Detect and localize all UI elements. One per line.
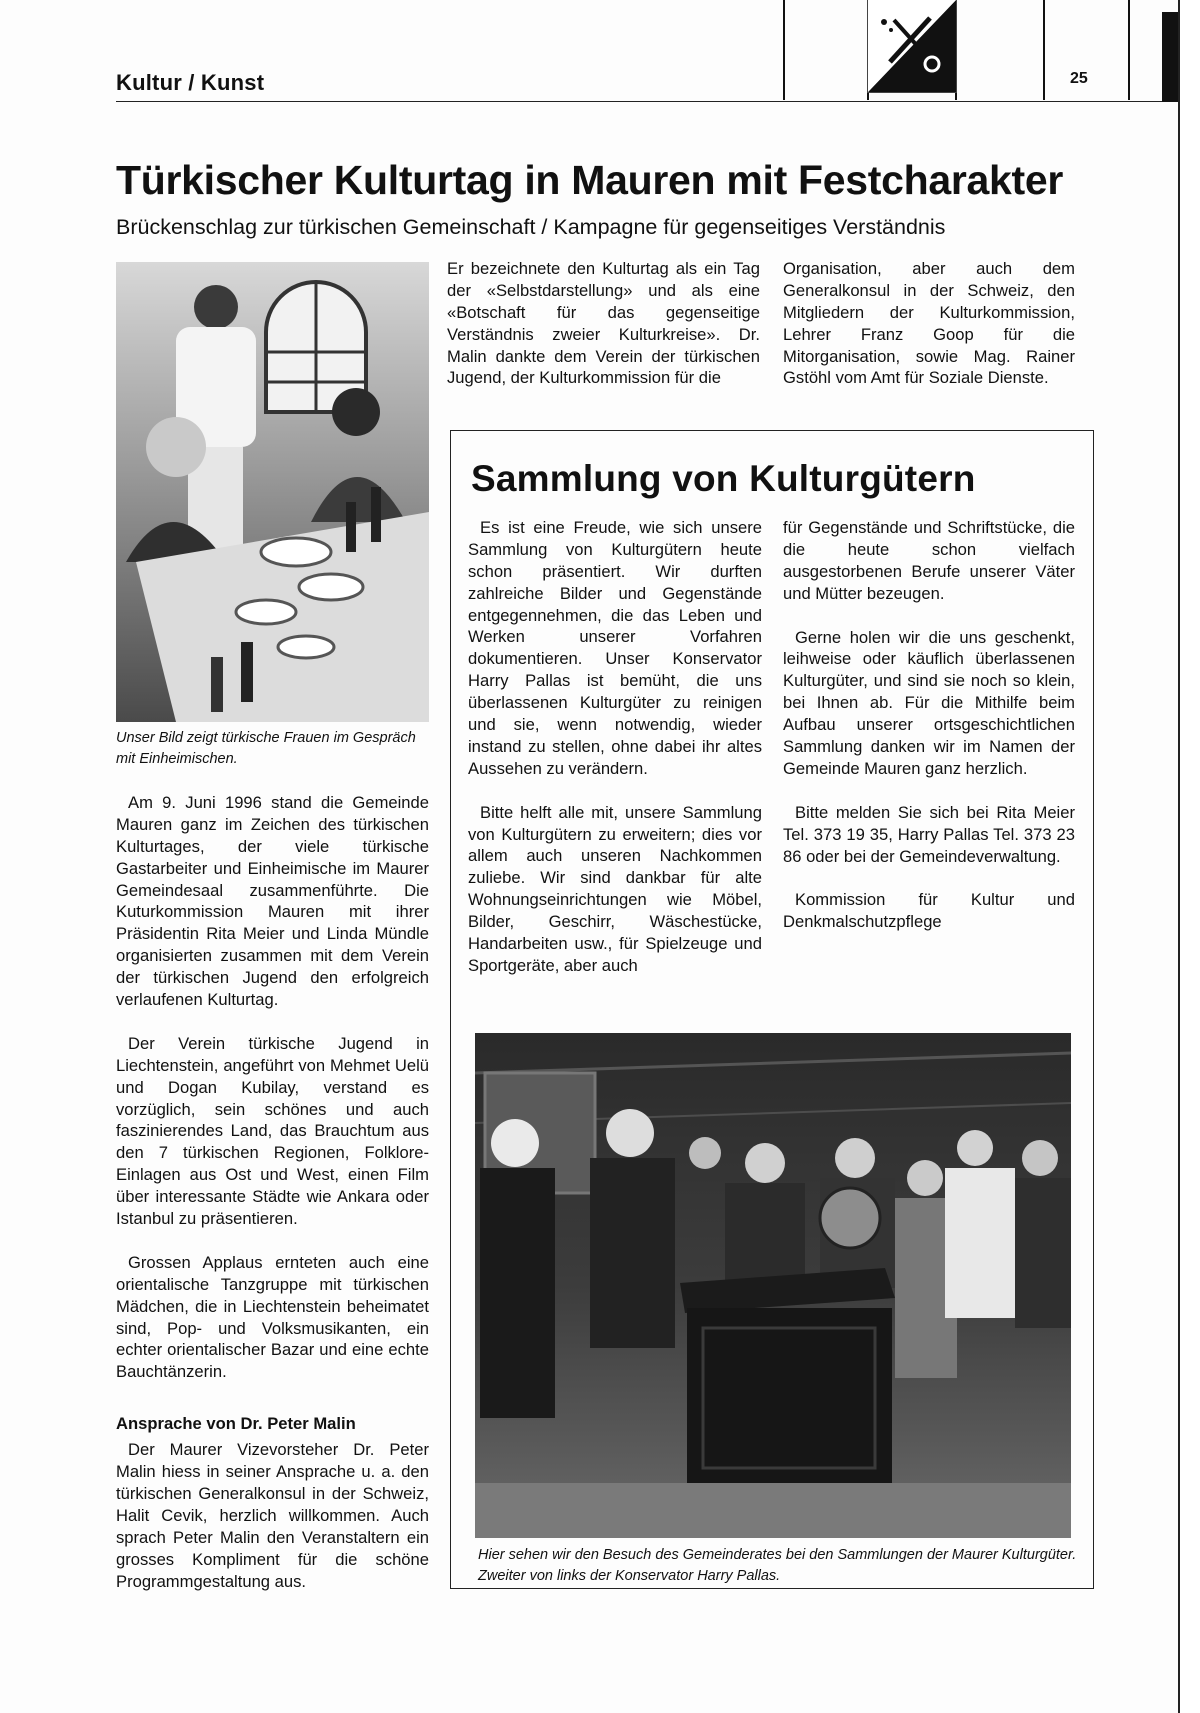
article-paragraph: Organisation, aber auch dem Generalkonsul in der Schweiz, den Mitgliedern der Kulturkommission, Lehrer Franz Goop für die Mitorganisation, sowie Mag. Rainer Gstöhl vom Amt für Soziale Dienste.: [783, 259, 1075, 388]
photo-council-visit: [475, 1033, 1071, 1538]
photo-turkish-women: [116, 262, 429, 722]
article-paragraph: Der Maurer Vizevorsteher Dr. Peter Malin hiess in seiner Ansprache u. a. den türkischen Generalkonsul in der Schweiz, Halit Cevik, herzlich willkommen. Auch sprach Peter Malin den Veranstaltern ein grosses Kompliment für die schöne Programmgestaltung aus.: [116, 1440, 429, 1591]
article-paragraph: Grossen Applaus ernteten auch eine orientalische Tanzgruppe mit türkischen Mädchen, die in Liechtenstein beheimatet sind, Pop- und Volksmusikanten, ein echter orientalischer Bazar und eine echte Bauchtänzerin.: [116, 1252, 429, 1382]
photo-caption-1: Unser Bild zeigt türkische Frauen im Gespräch mit Einheimischen.: [116, 730, 416, 768]
box-paragraph: Gerne holen wir die uns geschenkt, leihweise oder käuflich überlassenen Kulturgüter, und sind sie noch so klein, bei Ihnen ab. Für die Mithilfe beim Aufbau unserer ortsgeschichtlichen Sammlung danken wir im Namen der Gemeinde Mauren ganz herzlich.: [783, 627, 1075, 778]
box-signature: Kommission für Kultur und Denkmalschutzpflege: [783, 890, 1075, 932]
box-column-left: [468, 517, 762, 977]
article-subtitle: Brückenschlag zur türkischen Gemeinschaft / Kampagne für gegenseitiges Verständnis: [116, 215, 946, 239]
article-paragraph: Der Verein türkische Jugend in Liechtenstein, angeführt von Mehmet Uelü und Dogan Kubilay, verstand es vorzüglich, sein schönes und auch faszinierendes Land, das Brauchtum aus den 7 türkischen Regionen, Folklore-Einlagen aus Ost und West, einen Film über interessante Städte wie Ankara oder Istanbul zu präsentieren.: [116, 1033, 429, 1229]
page-number: 25: [1070, 70, 1088, 87]
page-edge-mark: [1162, 12, 1178, 102]
crossed-tools-icon: [867, 0, 957, 93]
article-column-3: [783, 258, 1075, 389]
box-paragraph: Bitte melden Sie sich bei Rita Meier Tel. 373 19 35, Harry Pallas Tel. 373 23 86 oder bei der Gemeindeverwaltung.: [783, 802, 1075, 866]
article-column-2: [447, 258, 760, 389]
article-paragraph: Er bezeichnete den Kulturtag als ein Tag der «Selbstdarstellung» und als eine «Botschaft für das gegenseitige Verständnis zweier Kulturkreise». Dr. Malin dankte dem Verein der türkischen Jugend, der Kulturkommission für die: [447, 259, 760, 388]
box-paragraph: für Gegenstände und Schriftstücke, die die heute schon vielfach ausgestorbenen Berufe unserer Väter und Mütter bezeugen.: [783, 518, 1075, 603]
header-rule: [116, 101, 1178, 102]
article-subheading: Ansprache von Dr. Peter Malin: [116, 1414, 356, 1434]
article-title: Türkischer Kulturtag in Mauren mit Festcharakter: [116, 157, 1064, 203]
box-paragraph: Es ist eine Freude, wie sich unsere Sammlung von Kulturgütern heute schon präsentiert. Wir durften zahlreiche Bilder und Gegenstände entgegennehmen, die das Leben und Werken unserer Vorfahren dokumentieren. Unser Konservator Harry Pallas ist bemüht, die uns überlassenen Kulturgüter zu reinigen und sie, wenn notwendig, wieder instand zu stellen, ohne dabei ihr altes Aussehen zu verändern.: [468, 518, 762, 778]
photo-caption-2: Hier sehen wir den Besuch des Gemeinderates bei den Sammlungen der Maurer Kulturgüter. Zweiter von links der Konservator Harry Pallas.: [478, 1547, 1077, 1585]
box-paragraph: Bitte helft alle mit, unsere Sammlung von Kulturgütern zu erweitern; dies vor allem auch unseren Nachkommen zuliebe. Wir sind dankbar für alte Wohnungseinrichtungen wie Möbel, Bilder, Geschirr, Wäschestücke, Handarbeiten usw., für Spielzeuge und Sportgeräte, aber auch: [468, 802, 762, 975]
article-column-1: [116, 792, 429, 1592]
box-column-right: [783, 517, 1075, 933]
article-paragraph: Am 9. Juni 1996 stand die Gemeinde Mauren ganz im Zeichen des türkischen Kulturtages, der viele türkische Gastarbeiter und Einheimische im Maurer Gemeindesaal zusammenführte. Die Kuturkommission Mauren mit ihrer Präsidentin Rita Meier und Linda Mündle organisierten zusammen mit dem Verein der türkischen Jugend den erfolgreich verlaufenen Kulturtag.: [116, 793, 429, 1010]
box-title: Sammlung von Kulturgütern: [471, 458, 976, 499]
header-grid: [783, 0, 1178, 100]
section-label: Kultur / Kunst: [116, 70, 265, 95]
